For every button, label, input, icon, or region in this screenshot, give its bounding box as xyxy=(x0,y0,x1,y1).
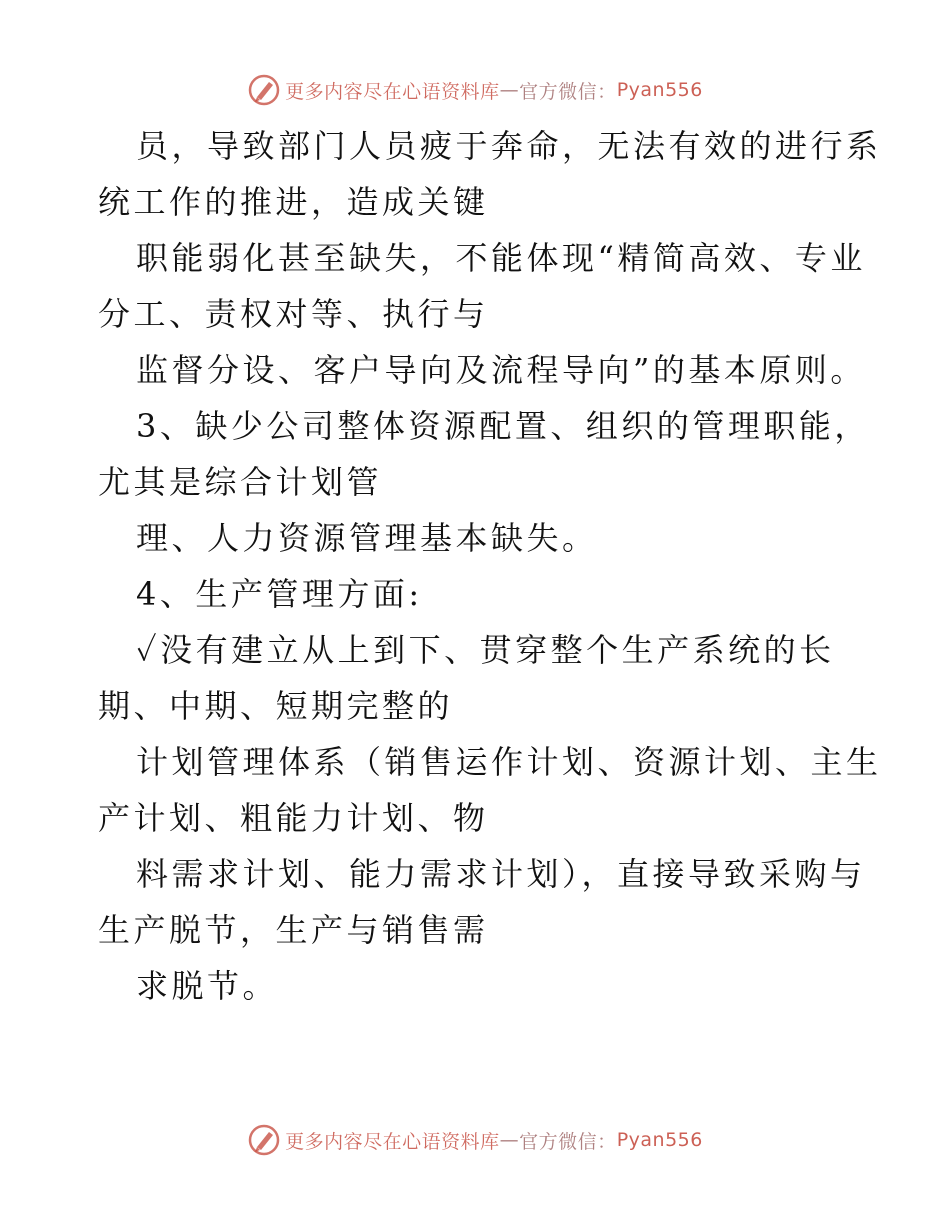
watermark-header xyxy=(0,70,950,110)
body-line: 3、缺少公司整体资源配置、组织的管理职能， xyxy=(136,407,870,445)
body-line: 员，导致部门人员疲于奔命，无法有效的进行系 xyxy=(136,127,882,165)
body-line: 期、中期、短期完整的 xyxy=(98,687,454,725)
watermark-wechat-label: 官方微信： xyxy=(519,80,617,103)
watermark-title: 更多内容尽在心语资料库 xyxy=(285,80,500,103)
document-body xyxy=(98,118,882,1014)
watermark-footer xyxy=(0,1120,950,1160)
body-line: 生产脱节，生产与销售需 xyxy=(98,911,489,949)
body-line: 产计划、粗能力计划、物 xyxy=(98,799,489,837)
watermark-dash: — xyxy=(499,1129,520,1151)
body-line: 尤其是综合计划管 xyxy=(98,463,383,501)
watermark-dash: — xyxy=(499,79,520,101)
body-line: 分工、责权对等、执行与 xyxy=(98,295,489,333)
body-line: 监督分设、客户导向及流程导向”的基本原则。 xyxy=(136,351,866,389)
pen-logo-icon xyxy=(247,73,281,107)
watermark-title: 更多内容尽在心语资料库 xyxy=(285,1130,500,1153)
body-line: 计划管理体系（销售运作计划、资源计划、主生 xyxy=(136,743,882,781)
body-line: 求脱节。 xyxy=(136,967,279,1005)
body-line: 职能弱化甚至缺失，不能体现“精简高效、专业 xyxy=(136,239,866,277)
watermark-wechat-label: 官方微信： xyxy=(519,1130,617,1153)
watermark-wechat-id: Pyan556 xyxy=(616,1129,703,1151)
body-line: 料需求计划、能力需求计划），直接导致采购与 xyxy=(136,855,866,893)
body-line: 4、生产管理方面: xyxy=(136,575,423,613)
pen-logo-icon xyxy=(247,1123,281,1157)
watermark-wechat-id: Pyan556 xyxy=(616,79,703,101)
body-line: 理、人力资源管理基本缺失。 xyxy=(136,519,598,557)
body-line: ✓没有建立从上到下、贯穿整个生产系统的长 xyxy=(136,631,835,669)
body-line: 统工作的推进，造成关键 xyxy=(98,183,489,221)
